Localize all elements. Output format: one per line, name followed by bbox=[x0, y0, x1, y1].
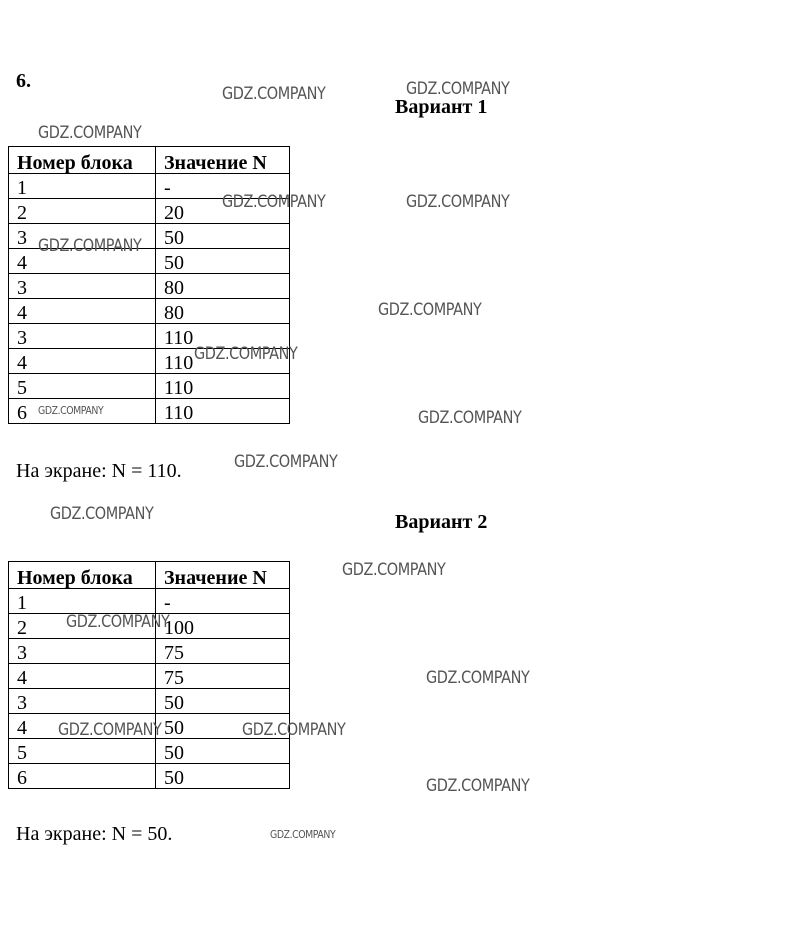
value-n-cell: 80 bbox=[156, 274, 290, 299]
watermark: GDZ.COMPANY bbox=[234, 452, 338, 472]
block-number-cell: 5 bbox=[9, 739, 156, 764]
watermark: GDZ.COMPANY bbox=[270, 828, 336, 841]
block-number-cell: 4 bbox=[9, 664, 156, 689]
value-n-cell: 75 bbox=[156, 639, 290, 664]
value-n-cell: 75 bbox=[156, 664, 290, 689]
value-n-cell: 110 bbox=[156, 399, 290, 424]
variant-1-title: Вариант 1 bbox=[395, 96, 488, 118]
block-number-cell: 2 bbox=[9, 614, 156, 639]
value-n-cell: 50 bbox=[156, 249, 290, 274]
block-number-cell: 6 bbox=[9, 764, 156, 789]
value-n-cell: 80 bbox=[156, 299, 290, 324]
block-number-cell: 1 bbox=[9, 589, 156, 614]
value-n-cell: 110 bbox=[156, 349, 290, 374]
table-row bbox=[9, 274, 290, 299]
column-header-block-number: Номер блока bbox=[9, 562, 156, 589]
value-n-cell: 110 bbox=[156, 324, 290, 349]
watermark: GDZ.COMPANY bbox=[378, 300, 482, 320]
block-number-cell: 4 bbox=[9, 714, 156, 739]
table-row bbox=[9, 639, 290, 664]
value-n-cell: - bbox=[156, 174, 290, 199]
value-n-cell: 50 bbox=[156, 764, 290, 789]
table-row bbox=[9, 739, 290, 764]
watermark: GDZ.COMPANY bbox=[242, 720, 346, 740]
watermark: GDZ.COMPANY bbox=[50, 504, 154, 524]
variant-1-table bbox=[8, 146, 290, 424]
value-n-cell: 50 bbox=[156, 739, 290, 764]
watermark: GDZ.COMPANY bbox=[58, 720, 162, 740]
variant-2-screen-output: На экране: N = 50. bbox=[16, 823, 173, 845]
variant-2-table bbox=[8, 561, 290, 789]
block-number-cell: 4 bbox=[9, 249, 156, 274]
watermark: GDZ.COMPANY bbox=[194, 344, 298, 364]
column-header-value-n: Значение N bbox=[156, 147, 290, 174]
block-number-cell: 3 bbox=[9, 224, 156, 249]
watermark: GDZ.COMPANY bbox=[406, 79, 510, 99]
watermark: GDZ.COMPANY bbox=[38, 404, 104, 417]
table-row bbox=[9, 589, 290, 614]
block-number-cell: 3 bbox=[9, 274, 156, 299]
block-number-cell: 3 bbox=[9, 324, 156, 349]
block-number-cell: 1 bbox=[9, 174, 156, 199]
watermark: GDZ.COMPANY bbox=[222, 192, 326, 212]
watermark: GDZ.COMPANY bbox=[38, 236, 142, 256]
value-n-cell: 50 bbox=[156, 689, 290, 714]
watermark: GDZ.COMPANY bbox=[66, 612, 170, 632]
table-header-row bbox=[9, 562, 290, 589]
table-row bbox=[9, 764, 290, 789]
value-n-cell: 20 bbox=[156, 199, 290, 224]
column-header-block-number: Номер блока bbox=[9, 147, 156, 174]
watermark: GDZ.COMPANY bbox=[222, 84, 326, 104]
task-number: 6. bbox=[16, 70, 31, 92]
value-n-cell: 110 bbox=[156, 374, 290, 399]
watermark: GDZ.COMPANY bbox=[342, 560, 446, 580]
table-row bbox=[9, 374, 290, 399]
value-n-cell: - bbox=[156, 589, 290, 614]
watermark: GDZ.COMPANY bbox=[426, 668, 530, 688]
block-number-cell: 4 bbox=[9, 299, 156, 324]
watermark: GDZ.COMPANY bbox=[406, 192, 510, 212]
block-number-cell: 4 bbox=[9, 349, 156, 374]
watermark: GDZ.COMPANY bbox=[426, 776, 530, 796]
table-row bbox=[9, 664, 290, 689]
column-header-value-n: Значение N bbox=[156, 562, 290, 589]
value-n-cell: 100 bbox=[156, 614, 290, 639]
watermark: GDZ.COMPANY bbox=[38, 123, 142, 143]
block-number-cell: 6 bbox=[9, 399, 156, 424]
block-number-cell: 3 bbox=[9, 639, 156, 664]
watermark: GDZ.COMPANY bbox=[418, 408, 522, 428]
variant-1-screen-output: На экране: N = 110. bbox=[16, 460, 182, 482]
value-n-cell: 50 bbox=[156, 224, 290, 249]
block-number-cell: 3 bbox=[9, 689, 156, 714]
value-n-cell: 50 bbox=[156, 714, 290, 739]
block-number-cell: 2 bbox=[9, 199, 156, 224]
block-number-cell: 5 bbox=[9, 374, 156, 399]
table-header-row bbox=[9, 147, 290, 174]
table-row bbox=[9, 299, 290, 324]
variant-2-title: Вариант 2 bbox=[395, 511, 488, 533]
table-row bbox=[9, 689, 290, 714]
